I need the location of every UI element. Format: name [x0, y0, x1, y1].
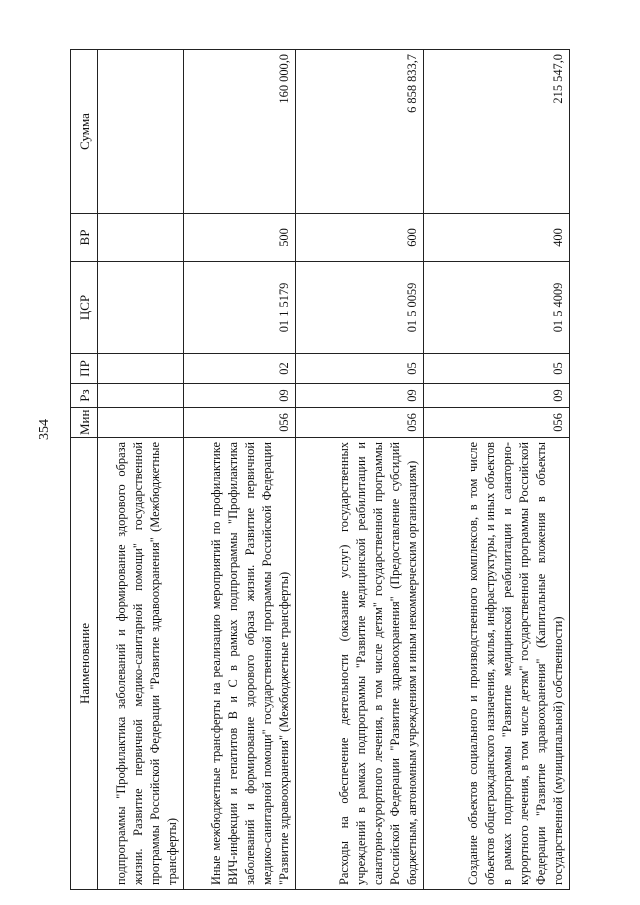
row-pr: 05	[424, 354, 570, 384]
row-vr	[98, 214, 184, 262]
table-row	[184, 50, 296, 890]
row-vr: 500	[184, 214, 296, 262]
row-min	[98, 408, 184, 438]
row-pr	[98, 354, 184, 384]
table-header-row	[71, 50, 98, 890]
page-number: 354	[37, 419, 52, 440]
header-csr: ЦСР	[71, 262, 98, 354]
row-pr: 05	[296, 354, 424, 384]
row-vr: 400	[424, 214, 570, 262]
row-min: 056	[296, 408, 424, 438]
row-min: 056	[424, 408, 570, 438]
table-row	[98, 50, 184, 890]
budget-table	[70, 49, 570, 890]
table-row	[296, 50, 424, 890]
row-csr: 01 5 4009	[424, 262, 570, 354]
budget-table-rotated	[70, 50, 610, 890]
row-min: 056	[184, 408, 296, 438]
row-sum	[98, 50, 184, 214]
row-csr: 01 5 0059	[296, 262, 424, 354]
row-name: подпрограммы "Профилактика заболеваний и формирование здорового образа жизни. Развитие первичной медико-санитарной помощи" государственной программы Российской Федерации "Развитие здравоохранения" (Межбюджетные трансферты)	[98, 438, 184, 890]
header-vr: ВР	[71, 214, 98, 262]
header-name: Наименование	[71, 438, 98, 890]
header-min: Мин	[71, 408, 98, 438]
table-row	[424, 50, 570, 890]
row-rz: 09	[296, 384, 424, 408]
row-rz: 09	[184, 384, 296, 408]
header-sum: Сумма	[71, 50, 98, 214]
row-sum: 215 547,0	[424, 50, 570, 214]
row-name: Иные межбюджетные трансферты на реализацию мероприятий по профилактике ВИЧ-инфекции и гепатитов B и C в рамках подпрограммы "Профилактика заболеваний и формирование здорового образа жизни. Развитие первичной медико-санитарной помощи" государственной программы Российской Федерации "Развитие здравоохранения" (Межбюджетные трансферты)	[184, 438, 296, 890]
row-csr	[98, 262, 184, 354]
row-name: Расходы на обеспечение деятельности (оказание услуг) государственных учреждений в рамках подпрограммы "Развитие медицинской реабилитации и санаторно-курортного лечения, в том числе детям" государственной программы Российской Федерации "Развитие здравоохранения" (Предоставление субсидий бюджетным, автономным учреждениям и иным некоммерческим организациям)	[296, 438, 424, 890]
row-vr: 600	[296, 214, 424, 262]
row-rz: 09	[424, 384, 570, 408]
row-csr: 01 1 5179	[184, 262, 296, 354]
row-name: Создание объектов социального и производственного комплексов, в том числе объектов общегражданского назначения, жилья, инфраструктуры, и иных объектов в рамках подпрограммы "Развитие медицинской реабилитации и санаторно-курортного лечения, в том числе детям" государственной программы Российской Федерации "Развитие здравоохранения" (Капитальные вложения в объекты государственной (муниципальной) собственности)	[424, 438, 570, 890]
row-sum: 6 858 833,7	[296, 50, 424, 214]
row-pr: 02	[184, 354, 296, 384]
header-pr: ПР	[71, 354, 98, 384]
row-sum: 160 000,0	[184, 50, 296, 214]
header-rz: Рз	[71, 384, 98, 408]
row-rz	[98, 384, 184, 408]
